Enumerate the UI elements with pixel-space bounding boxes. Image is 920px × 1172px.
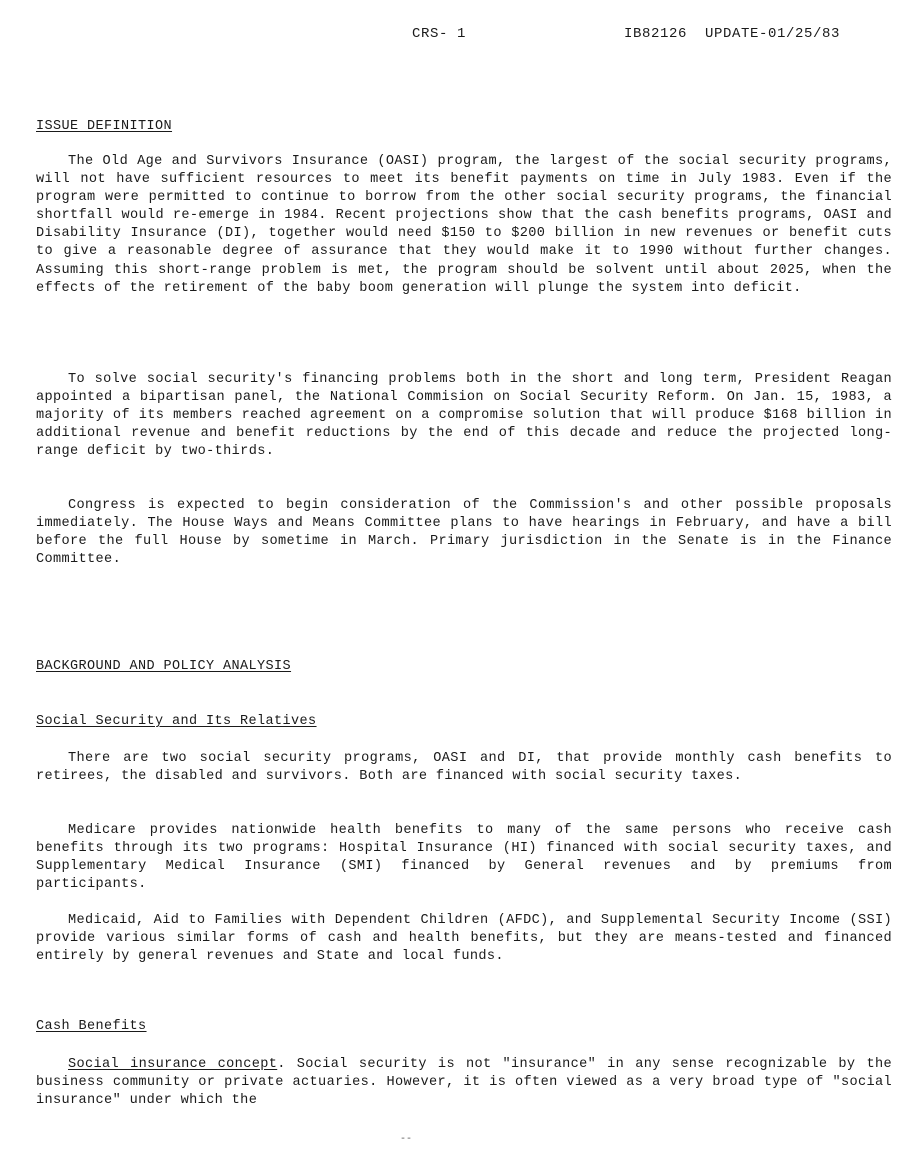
relatives-paragraph-3: Medicaid, Aid to Families with Dependent Children (AFDC), and Supplemental Security Income (SSI) provide various similar forms of cash and health benefits, but they are means-tested and financed entirely by general revenues and State and local funds.: [36, 913, 892, 965]
background-heading: BACKGROUND AND POLICY ANALYSIS: [36, 659, 292, 674]
issue-definition-heading: ISSUE DEFINITION: [36, 119, 173, 134]
relatives-paragraph-2: Medicare provides nationwide health benefits to many of the same persons who receive cash benefits through its two programs: Hospital Insurance (HI) financed with social security taxes, and Supplementary Medical Insurance (SMI) financed by General revenues and by premiums from participants.: [36, 823, 892, 893]
footer-mark: --: [400, 1134, 413, 1145]
cash-benefits-paragraph-text: . Social security is not "insurance" in any sense recognizable by the business community or private actuaries. However, it is often viewed as a very broad type of "social insurance" under which the: [36, 1057, 892, 1109]
social-security-relatives-heading: Social Security and Its Relatives: [36, 714, 317, 729]
cash-benefits-paragraph: [36, 1056, 892, 1110]
cash-benefits-heading: Cash Benefits: [36, 1019, 147, 1034]
page-label: CRS- 1: [412, 26, 467, 42]
issue-paragraph-2: To solve social security's financing problems both in the short and long term, President Reagan appointed a bipartisan panel, the National Commision on Social Security Reform. On Jan. 15, 1983, a majority of its members reached agreement on a compromise solution that will produce $168 billion in additional revenue and benefit reductions by the end of this decade and reduce the projected long-range deficit by two-thirds.: [36, 372, 892, 460]
issue-paragraph-1: The Old Age and Survivors Insurance (OASI) program, the largest of the social security programs, will not have sufficient resources to meet its benefit payments on time in July 1983. Even if the program were permitted to continue to borrow from the other social security programs, the financial shortfall would re-emerge in 1984. Recent projections show that the cash benefits programs, OASI and Disability Insurance (DI), together would need $150 to $200 billion in new revenues or benefit cuts to give a reasonable degree of assurance that they would make it to 1990 without further changes. Assuming this short-range problem is met, the program should be solvent until about 2025, when the effects of the retirement of the baby boom generation will plunge the system into deficit.: [36, 154, 892, 296]
social-insurance-concept-lead: Social insurance concept: [68, 1057, 278, 1072]
document-id: IB82126 UPDATE-01/25/83: [624, 26, 841, 42]
issue-paragraph-3: Congress is expected to begin consideration of the Commission's and other possible proposals immediately. The House Ways and Means Committee plans to have hearings in February, and have a bill before the full House by sometime in March. Primary jurisdiction in the Senate is in the Finance Committee.: [36, 498, 892, 568]
relatives-paragraph-1: There are two social security programs, OASI and DI, that provide monthly cash benefits to retirees, the disabled and survivors. Both are financed with social security taxes.: [36, 751, 892, 785]
